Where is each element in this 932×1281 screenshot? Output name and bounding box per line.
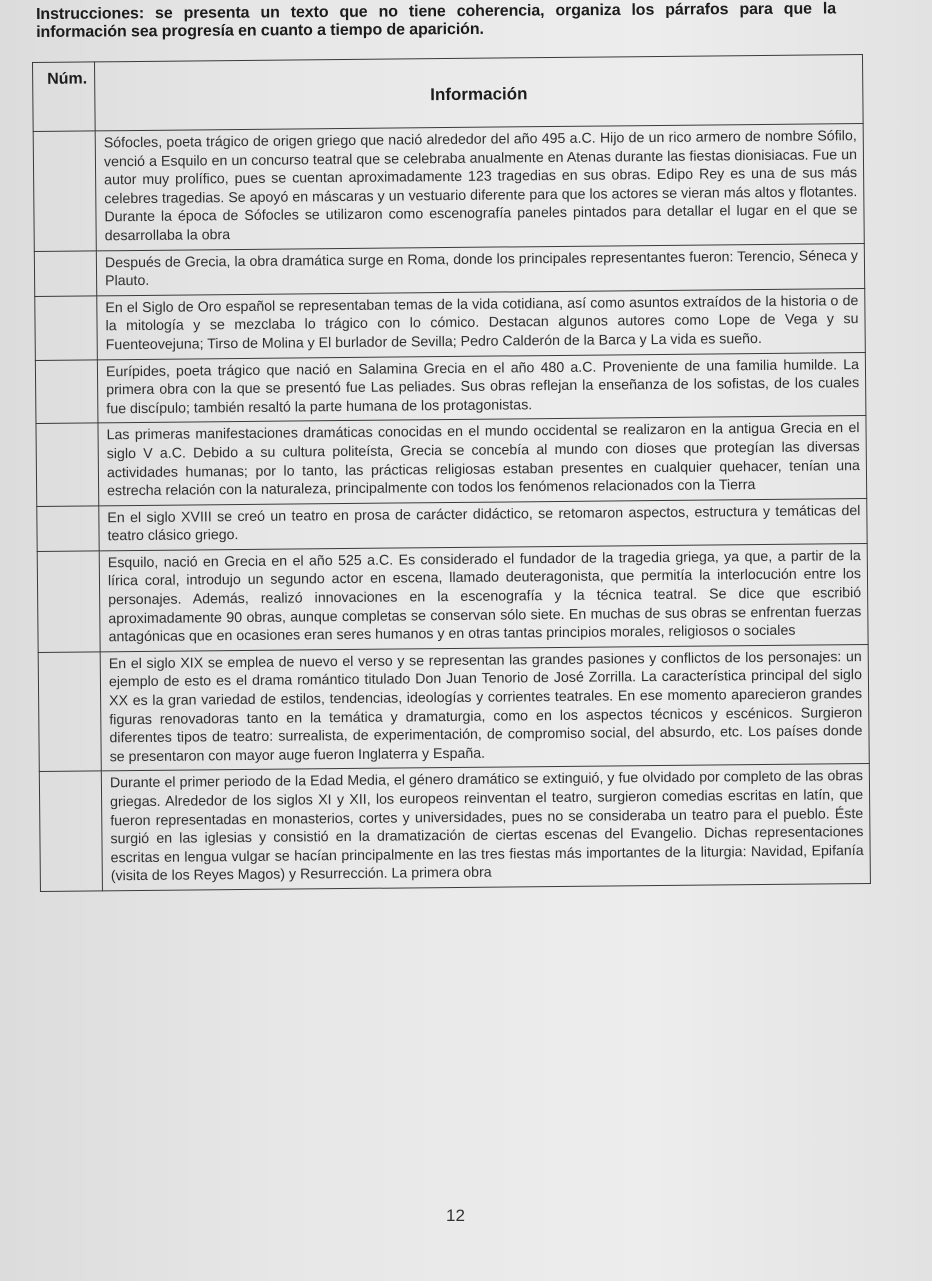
column-header-number: Núm.	[33, 62, 96, 132]
paragraph-roma: Después de Grecia, la obra dramática surge en Roma, donde los principales representantes fueron: Terencio, Séneca y Plauto.	[96, 243, 864, 296]
table-row	[38, 644, 869, 772]
column-header-information: Información	[95, 55, 864, 131]
table-row	[37, 543, 868, 652]
table-header-row	[33, 55, 864, 132]
table-row	[35, 352, 866, 424]
number-cell[interactable]	[37, 551, 100, 653]
instructions-text: Instrucciones: se presenta un texto que no tiene coherencia, organiza los párrafos para que la información sea progresía en cuanto a tiempo de aparición.	[36, 0, 837, 41]
number-cell[interactable]	[37, 506, 99, 552]
table-row	[36, 416, 867, 506]
number-cell[interactable]	[36, 423, 99, 506]
table-row	[35, 288, 866, 360]
paragraph-siglo-xviii: En el siglo XVIII se creó un teatro en prosa de carácter didáctico, se retomaron aspectos, estructura y temáticas del teatro clásico griego.	[99, 498, 867, 551]
table-row	[37, 498, 867, 551]
number-cell[interactable]	[39, 771, 102, 891]
paragraph-primeras-manifestaciones: Las primeras manifestaciones dramáticas conocidas en el mundo occidental se realizaron en la antigua Grecia en el siglo V a.C. Debido a su cultura politeísta, Grecia se concebía al mundo con dioses que protegían las diversas actividades humanas; por lo tanto, las prácticas religiosas estaban presentes en cualquier quehacer, tenían una estrecha relación con la naturaleza, principalmente con todos los fenómenos relacionados con la Tierra	[98, 416, 867, 506]
number-cell[interactable]	[34, 250, 96, 296]
table-row	[34, 243, 864, 296]
table-row	[39, 764, 870, 892]
paragraph-siglo-xix-xx: En el siglo XIX se emplea de nuevo el verso y se representan las grandes pasiones y conflictos de los personajes: un ejemplo de esto es el drama romántico titulado Don Juan Tenorio de José Zorrilla. La característica principal del siglo XX es la gran variedad de estilos, tendencias, ideologías y corrientes teatrales. En ese momento aparecieron grandes figuras renovadoras tanto en la temática y dramaturgia, como en los aspectos técnicos y escénicos. Surgieron diferentes tipos de teatro: surrealista, de experimentación, de compromiso social, del absurdo, etc. Los países donde se presentaron con mayor auge fueron Inglaterra y España.	[100, 644, 869, 771]
paragraph-order-table	[32, 54, 871, 892]
number-cell[interactable]	[35, 296, 98, 360]
number-cell[interactable]	[38, 652, 101, 772]
number-cell[interactable]	[33, 131, 96, 251]
page-number: 12	[446, 1206, 465, 1225]
paragraph-sofocles: Sófocles, poeta trágico de origen griego que nació alrededor del año 495 a.C. Hijo de un rico armero de nombre Sófilo, venció a Esquilo en un concurso teatral que se celebraba anualmente en Atenas durante las fiestas dionisiacas. Fue un autor muy prolífico, pues se cuentan aproximadamente 123 tragedias en sus obras. Edipo Rey es una de sus más celebres tragedias. Se apoyó en máscaras y un vestuario diferente para que los actores se vieran más altos y flotantes. Durante la época de Sófocles se utilizaron como escenografía paneles pintados para detallar el lugar en el que se desarrollaba la obra	[95, 124, 864, 251]
paragraph-siglo-de-oro: En el Siglo de Oro español se representaban temas de la vida cotidiana, así como asuntos extraídos de la historia o de la mitología y se mezclaba lo trágico con lo cómico. Destacan algunos autores como Lope de Vega y su Fuenteovejuna; Tirso de Molina y El burlador de Sevilla; Pedro Calderón de la Barca y La vida es sueño.	[97, 288, 866, 359]
table-row	[33, 124, 864, 252]
number-cell[interactable]	[35, 359, 98, 423]
paragraph-edad-media: Durante el primer periodo de la Edad Media, el género dramático se extinguió, y fue olvidado por completo de las obras griegas. Alrededor de los siglos XI y XII, los europeos reinventan el teatro, surgieron comedias escritas en latín, que fueron representadas en monasterios, cortes y universidades, pues no se consideraba un teatro para el pueblo. Éste surgió en las iglesias y consistió en la dramatización de ciertas escenas del Evangelio. Dichas representaciones escritas en lengua vulgar se hacían principalmente en las tres fiestas más importantes de la liturgia: Navidad, Epifanía (visita de los Reyes Magos) y Resurrección. La primera obra	[101, 764, 870, 891]
worksheet	[32, 54, 871, 892]
paragraph-euripides: Eurípides, poeta trágico que nació en Salamina Grecia en el año 480 a.C. Proveniente de una familia humilde. La primera obra con la que se presentó fue Las peliades. Sus obras reflejan la enseñanza de los sofistas, de los cuales fue discípulo; también resaltó la parte humana de los protagonistas.	[97, 352, 866, 423]
paragraph-esquilo: Esquilo, nació en Grecia en el año 525 a.C. Es considerado el fundador de la tragedia griega, ya que, a partir de la lírica coral, introdujo un segundo actor en escena, llamado deuteragonista, que permitía la interlocución entre los personajes. Además, realizó innovaciones en la escenografía y la técnica teatral. Se dice que escribió aproximadamente 90 obras, aunque completas se conservan sólo siete. En muchas de sus obras se enfrentan fuerzas antagónicas que en ocasiones eran seres humanos y en otras tantas principios morales, religiosos o sociales	[99, 543, 868, 651]
